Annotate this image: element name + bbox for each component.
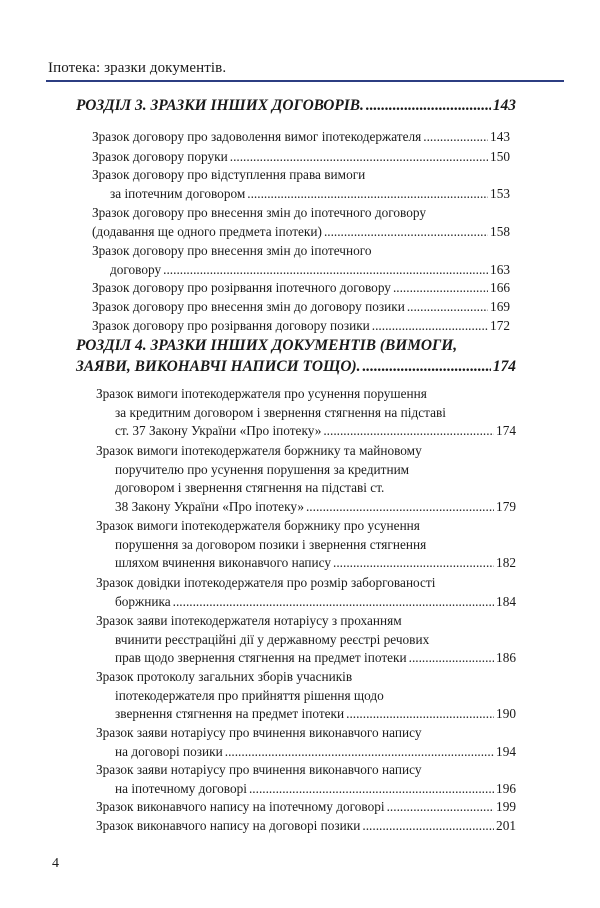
entry-text: іпотекодержателя про прийняття рішення щодо (115, 687, 384, 703)
section-page-number: 143 (492, 97, 516, 114)
entry-text: Зразок договору про внесення змін до договору позики (92, 299, 405, 314)
entry-text: прав щодо звернення стягнення на предмет іпотеки (115, 650, 407, 666)
entry-last-line (96, 780, 516, 799)
toc-entry (96, 798, 516, 817)
section-title-last-line (76, 95, 516, 116)
toc-entry (96, 574, 516, 611)
toc-entry (96, 612, 516, 668)
entry-text: Зразок договору про розірвання іпотечного договору (92, 280, 391, 295)
entry-page-number: 153 (490, 185, 510, 201)
entry-text: Зразок договору про внесення змін до іпотечного договору (92, 205, 426, 220)
entry-last-line (92, 298, 510, 317)
leader-dots (409, 649, 494, 668)
entry-page-number: 166 (490, 280, 510, 295)
entry-text: ст. 37 Закону України «Про іпотеку» (115, 423, 322, 439)
leader-dots (407, 298, 488, 317)
leader-dots (333, 554, 494, 573)
entry-page-number: 163 (490, 261, 510, 277)
toc-entry (92, 166, 510, 203)
entry-text: (додавання ще одного предмета іпотеки) (92, 223, 322, 239)
toc-section-heading (76, 95, 516, 116)
entry-last-line (96, 422, 516, 441)
leader-dots (230, 148, 488, 167)
leader-dots (324, 223, 488, 242)
entry-line (96, 442, 516, 461)
leader-dots (393, 279, 488, 298)
entry-page-number: 150 (490, 149, 510, 164)
entry-last-line (96, 593, 516, 612)
entry-text: за іпотечним договором (110, 185, 246, 201)
entry-text: на договорі позики (115, 743, 223, 759)
entry-line (96, 687, 516, 706)
leader-dots (249, 780, 494, 799)
leader-dots (173, 593, 494, 612)
toc-entry (96, 517, 516, 573)
toc-entry (92, 298, 510, 317)
entry-line (96, 404, 516, 423)
entry-text: Зразок виконавчого напису на договорі позики (96, 818, 361, 833)
entry-text: вчинити реєстраційні дії у державному реєстрі речових (115, 631, 430, 647)
entry-text: договором і звернення стягнення на підставі ст. (115, 480, 385, 496)
entry-last-line (92, 148, 510, 167)
entry-page-number: 199 (496, 799, 516, 814)
entry-line (92, 166, 510, 185)
section-title-text: РОЗДІЛ 4. ЗРАЗКИ ІНШИХ ДОКУМЕНТІВ (ВИМОГИ, (76, 337, 458, 354)
toc-entry (92, 242, 510, 279)
entry-text: Зразок договору про відступлення права вимоги (92, 167, 366, 182)
entry-line (96, 461, 516, 480)
entry-last-line (96, 554, 516, 573)
entry-text: Зразок довідки іпотекодержателя про розмір заборгованості (96, 575, 436, 590)
entry-text: порушення за договором позики і звернення стягнення (115, 536, 427, 552)
header-rule (46, 80, 564, 82)
entry-page-number: 143 (490, 129, 510, 144)
toc-entry (96, 668, 516, 724)
entry-line (96, 724, 516, 743)
section-title-text: ЗАЯВИ, ВИКОНАВЧІ НАПИСИ ТОЩО). (76, 358, 361, 375)
entry-last-line (92, 223, 510, 242)
entry-page-number: 172 (490, 318, 510, 333)
entry-text: звернення стягнення на предмет іпотеки (115, 706, 345, 722)
toc-entry (92, 148, 510, 167)
leader-dots (423, 128, 488, 147)
entry-text: Зразок вимоги іпотекодержателя боржнику про усунення (96, 518, 420, 533)
leader-dots (362, 356, 490, 377)
entry-line (92, 242, 510, 261)
entry-page-number: 186 (496, 650, 516, 666)
leader-dots (362, 817, 494, 836)
entry-text: шляхом вчинення виконавчого напису (115, 555, 332, 571)
entry-line (96, 761, 516, 780)
leader-dots (225, 743, 494, 762)
toc-entry (96, 724, 516, 761)
leader-dots (366, 95, 491, 116)
toc-entry (96, 817, 516, 836)
entry-text: Зразок заяви нотаріусу про вчинення виконавчого напису (96, 725, 422, 740)
section-title-last-line (76, 356, 516, 377)
entry-text: Зразок вимоги іпотекодержателя боржнику та майновому (96, 443, 422, 458)
leader-dots (163, 261, 488, 280)
toc-entry (92, 128, 510, 147)
entry-line (96, 536, 516, 555)
entry-last-line (96, 498, 516, 517)
entry-text: поручителю про усунення порушення за кредитним (115, 461, 410, 477)
entry-page-number: 184 (496, 593, 516, 609)
entry-text: Зразок договору про внесення змін до іпотечного (92, 243, 372, 258)
entry-text: боржника (115, 593, 171, 609)
entry-last-line (92, 317, 510, 336)
entry-text: за кредитним договором і звернення стягнення на підставі (115, 404, 446, 420)
entry-text: Зразок вимоги іпотекодержателя про усунення порушення (96, 386, 427, 401)
entry-text: Зразок заяви іпотекодержателя нотаріусу з проханням (96, 613, 402, 628)
leader-dots (247, 185, 488, 204)
section-title-line (76, 335, 516, 356)
entry-text: 38 Закону України «Про іпотеку» (115, 498, 304, 514)
toc-entry (96, 385, 516, 441)
leader-dots (306, 498, 494, 517)
entry-page-number: 182 (496, 555, 516, 571)
leader-dots (346, 705, 494, 724)
entry-page-number: 158 (490, 223, 510, 239)
entry-text: Зразок виконавчого напису на іпотечному договорі (96, 799, 385, 814)
running-head: Іпотека: зразки документів. (48, 60, 227, 76)
entry-last-line (96, 649, 516, 668)
leader-dots (387, 798, 494, 817)
leader-dots (323, 422, 494, 441)
leader-dots (372, 317, 488, 336)
section-title-text: РОЗДІЛ 3. ЗРАЗКИ ІНШИХ ДОГОВОРІВ. (76, 97, 364, 114)
entry-line (96, 385, 516, 404)
entry-last-line (96, 705, 516, 724)
entry-page-number: 194 (496, 743, 516, 759)
entry-text: Зразок договору про розірвання договору позики (92, 318, 370, 333)
entry-line (96, 479, 516, 498)
entry-last-line (92, 185, 510, 204)
entry-last-line (96, 817, 516, 836)
entry-line (96, 574, 516, 593)
entry-line (96, 612, 516, 631)
entry-last-line (96, 798, 516, 817)
folio: 4 (52, 856, 59, 871)
entry-text: Зразок заяви нотаріусу про вчинення виконавчого напису (96, 762, 422, 777)
toc-entry (92, 317, 510, 336)
entry-line (96, 668, 516, 687)
entry-text: Зразок договору про задоволення вимог іпотекодержателя (92, 129, 422, 144)
toc-entry (92, 279, 510, 298)
entry-last-line (92, 279, 510, 298)
section-page-number: 174 (492, 358, 516, 375)
entry-line (96, 631, 516, 650)
entry-text: Зразок договору поруки (92, 149, 228, 164)
entry-line (92, 204, 510, 223)
entry-page-number: 190 (496, 706, 516, 722)
entry-page-number: 179 (496, 498, 516, 514)
entry-page-number: 169 (490, 299, 510, 314)
entry-page-number: 201 (496, 818, 516, 833)
entry-last-line (92, 128, 510, 147)
toc-entry (92, 204, 510, 241)
entry-text: на іпотечному договорі (115, 780, 247, 796)
toc-section-heading (76, 335, 516, 377)
entry-last-line (96, 743, 516, 762)
entry-page-number: 174 (496, 423, 516, 439)
entry-page-number: 196 (496, 780, 516, 796)
toc-entry (96, 442, 516, 516)
entry-text: Зразок протоколу загальних зборів учасників (96, 669, 353, 684)
entry-last-line (92, 261, 510, 280)
toc-entry (96, 761, 516, 798)
entry-line (96, 517, 516, 536)
entry-text: договору (110, 261, 162, 277)
